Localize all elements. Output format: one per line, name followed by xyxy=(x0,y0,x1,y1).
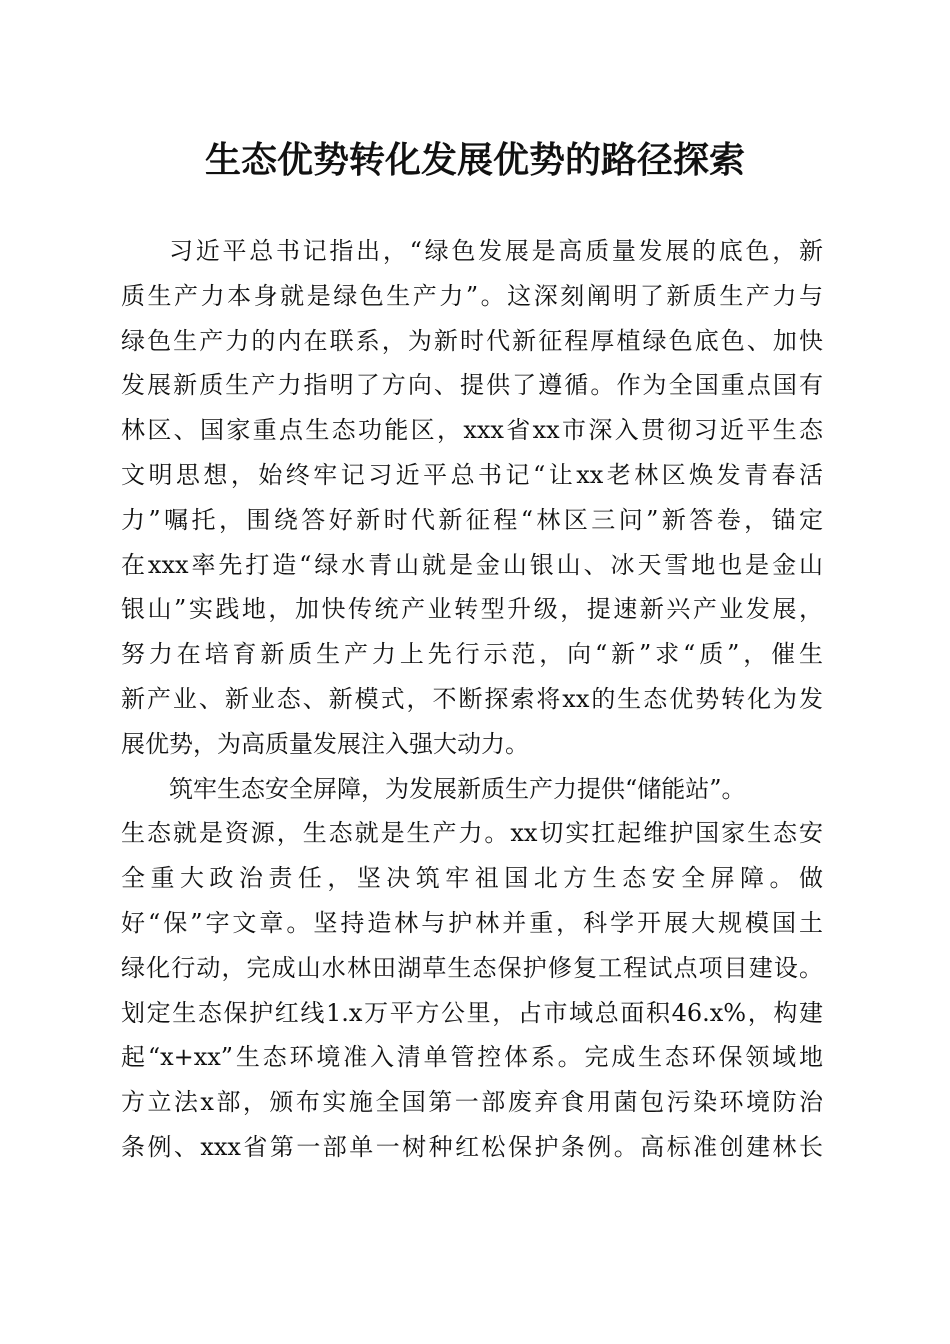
text-line: 习近平总书记指出，“绿色发展是高质量发展的底色，新 xyxy=(169,237,823,265)
text-line: 新产业、新业态、新模式，不断探索将xx的生态优势转化为发 xyxy=(121,684,823,713)
text-line: 质生产力本身就是绿色生产力”。这深刻阐明了新质生产力与 xyxy=(121,281,823,310)
text-line: 生态就是资源，生态就是生产力。xx切实扛起维护国家生态安 xyxy=(121,819,823,848)
paragraph xyxy=(121,229,823,767)
text-line: 条例、xxx省第一部单一树种红松保护条例。高标准创建林长 xyxy=(121,1132,823,1161)
text-line: 起“x+xx”生态环境准入清单管控体系。完成生态环保领域地 xyxy=(121,1043,823,1072)
text-line: 在xxx率先打造“绿水青山就是金山银山、冰天雪地也是金山 xyxy=(121,550,823,579)
text-line: 绿色生产力的内在联系，为新时代新征程厚植绿色底色、加快 xyxy=(121,326,823,355)
text-line: 银山”实践地，加快传统产业转型升级，提速新兴产业发展， xyxy=(121,595,823,624)
page-title: 生态优势转化发展优势的路径探索 xyxy=(204,139,745,181)
text-line: 方立法x部，颁布实施全国第一部废弃食用菌包污染环境防治 xyxy=(121,1088,823,1117)
text-line: 全重大政治责任，坚决筑牢祖国北方生态安全屏障。做 xyxy=(121,864,823,893)
text-line: 好“保”字文章。坚持造林与护林并重，科学开展大规模国土 xyxy=(121,908,823,937)
text-line: 文明思想，始终牢记习近平总书记“让xx老林区焕发青春活 xyxy=(121,460,823,489)
text-line: 筑牢生态安全屏障，为发展新质生产力提供“储能站”。 xyxy=(169,774,746,803)
text-line: 展优势，为高质量发展注入强大动力。 xyxy=(121,729,529,758)
text-line: 划定生态保护红线1.x万平方公里，占市域总面积46.x%，构建 xyxy=(121,998,823,1027)
text-line: 力”嘱托，围绕答好新时代新征程“林区三问”新答卷，锚定 xyxy=(121,505,823,534)
paragraph xyxy=(121,767,823,1170)
text-line: 努力在培育新质生产力上先行示范，向“新”求“质”，催生 xyxy=(121,640,823,669)
text-line: 发展新质生产力指明了方向、提供了遵循。作为全国重点国有 xyxy=(121,371,823,400)
text-line: 绿化行动，完成山水林田湖草生态保护修复工程试点项目建设。 xyxy=(121,953,823,982)
document-body xyxy=(121,229,823,1170)
text-line: 林区、国家重点生态功能区，xxx省xx市深入贯彻习近平生态 xyxy=(121,416,823,445)
